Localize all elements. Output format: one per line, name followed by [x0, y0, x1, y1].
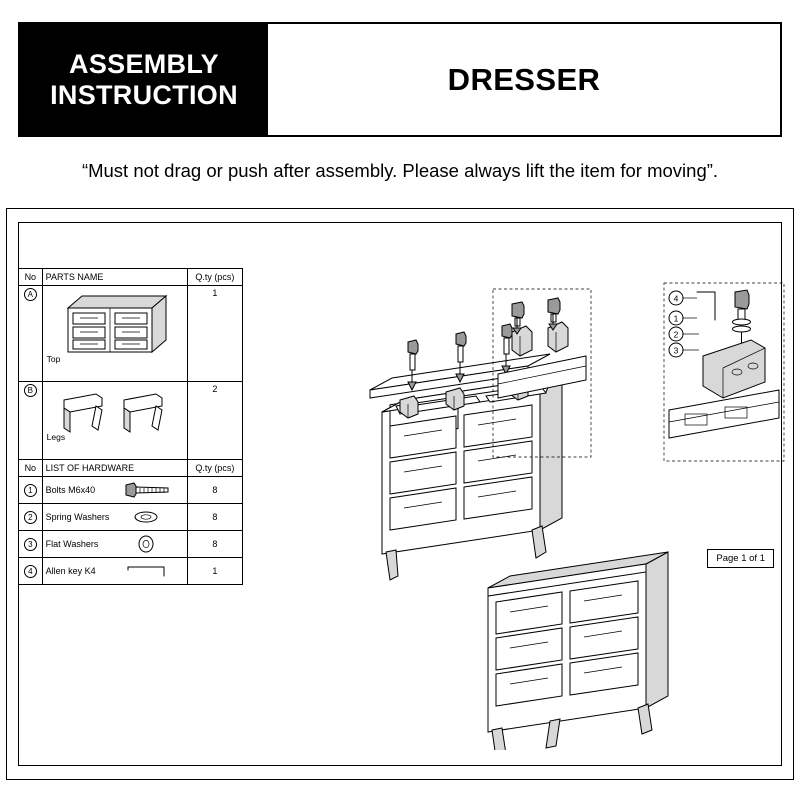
hw-header-name: LIST OF HARDWARE [42, 460, 187, 477]
part-a-qty: 1 [187, 286, 242, 382]
hw-header-qty: Q.ty (pcs) [187, 460, 242, 477]
header-qty: Q.ty (pcs) [187, 269, 242, 286]
header [18, 22, 782, 137]
hw-3-cell [42, 531, 187, 558]
hw-1-qty: 8 [187, 477, 242, 504]
page-title: DRESSER [447, 61, 601, 97]
page-number: Page 1 of 1 [707, 549, 774, 568]
hw-4-cell [42, 558, 187, 585]
hw-1-index: 1 [19, 477, 43, 504]
legs-icon [46, 384, 184, 442]
hardware-table-header-row [19, 460, 243, 477]
hw-2-qty: 8 [187, 504, 242, 531]
hw-3-label: Flat Washers [45, 539, 99, 549]
table-row-hardware-2 [19, 504, 243, 531]
hw-1-cell [42, 477, 187, 504]
dresser-body-icon [46, 288, 184, 364]
header-no: No [19, 269, 43, 286]
table-row-hardware-3 [19, 531, 243, 558]
svg-text:2: 2 [673, 329, 679, 340]
callout-3 [669, 343, 683, 357]
hw-4-index: 4 [19, 558, 43, 585]
table-row-hardware-4 [19, 558, 243, 585]
svg-text:4: 4 [673, 293, 679, 304]
svg-text:3: 3 [673, 345, 679, 356]
callout-2 [669, 327, 683, 341]
bolt-icon [120, 481, 184, 499]
hw-3-index: 3 [19, 531, 43, 558]
table-row-part-b [19, 382, 243, 460]
flat-washer-icon [120, 534, 184, 554]
hw-2-label: Spring Washers [45, 512, 110, 522]
part-b-caption: Legs [46, 432, 66, 442]
part-a-caption: Top [46, 354, 61, 364]
hw-2-cell [42, 504, 187, 531]
part-a-index: A [19, 286, 43, 382]
part-b-qty: 2 [187, 382, 242, 460]
part-b-index: B [19, 382, 43, 460]
safety-notice: “Must not drag or push after assembly. Please always lift the item for moving”. [81, 160, 719, 181]
detail-view-bracket [492, 288, 592, 458]
hw-1-label: Bolts M6x40 [45, 485, 96, 495]
parts-and-hardware-table [18, 268, 243, 585]
parts-table-header-row [19, 269, 243, 286]
hw-3-qty: 8 [187, 531, 242, 558]
hw-4-label: Allen key K4 [45, 566, 96, 576]
detail-view-hardware-stack [663, 282, 785, 462]
header-parts-name: PARTS NAME [42, 269, 187, 286]
hw-2-index: 2 [19, 504, 43, 531]
svg-text:1: 1 [673, 313, 679, 324]
badge-line-2: INSTRUCTION [50, 79, 238, 110]
part-b-cell [42, 382, 187, 460]
spring-washer-icon [120, 508, 184, 526]
hw-4-qty: 1 [187, 558, 242, 585]
part-a-cell [42, 286, 187, 382]
allen-key-icon [120, 561, 184, 581]
callout-4 [669, 291, 683, 305]
assembly-instruction-badge [20, 24, 268, 135]
hw-header-no: No [19, 460, 43, 477]
table-row-hardware-1 [19, 477, 243, 504]
badge-line-1: ASSEMBLY [69, 49, 219, 80]
table-row-part-a [19, 286, 243, 382]
callout-1 [669, 311, 683, 325]
